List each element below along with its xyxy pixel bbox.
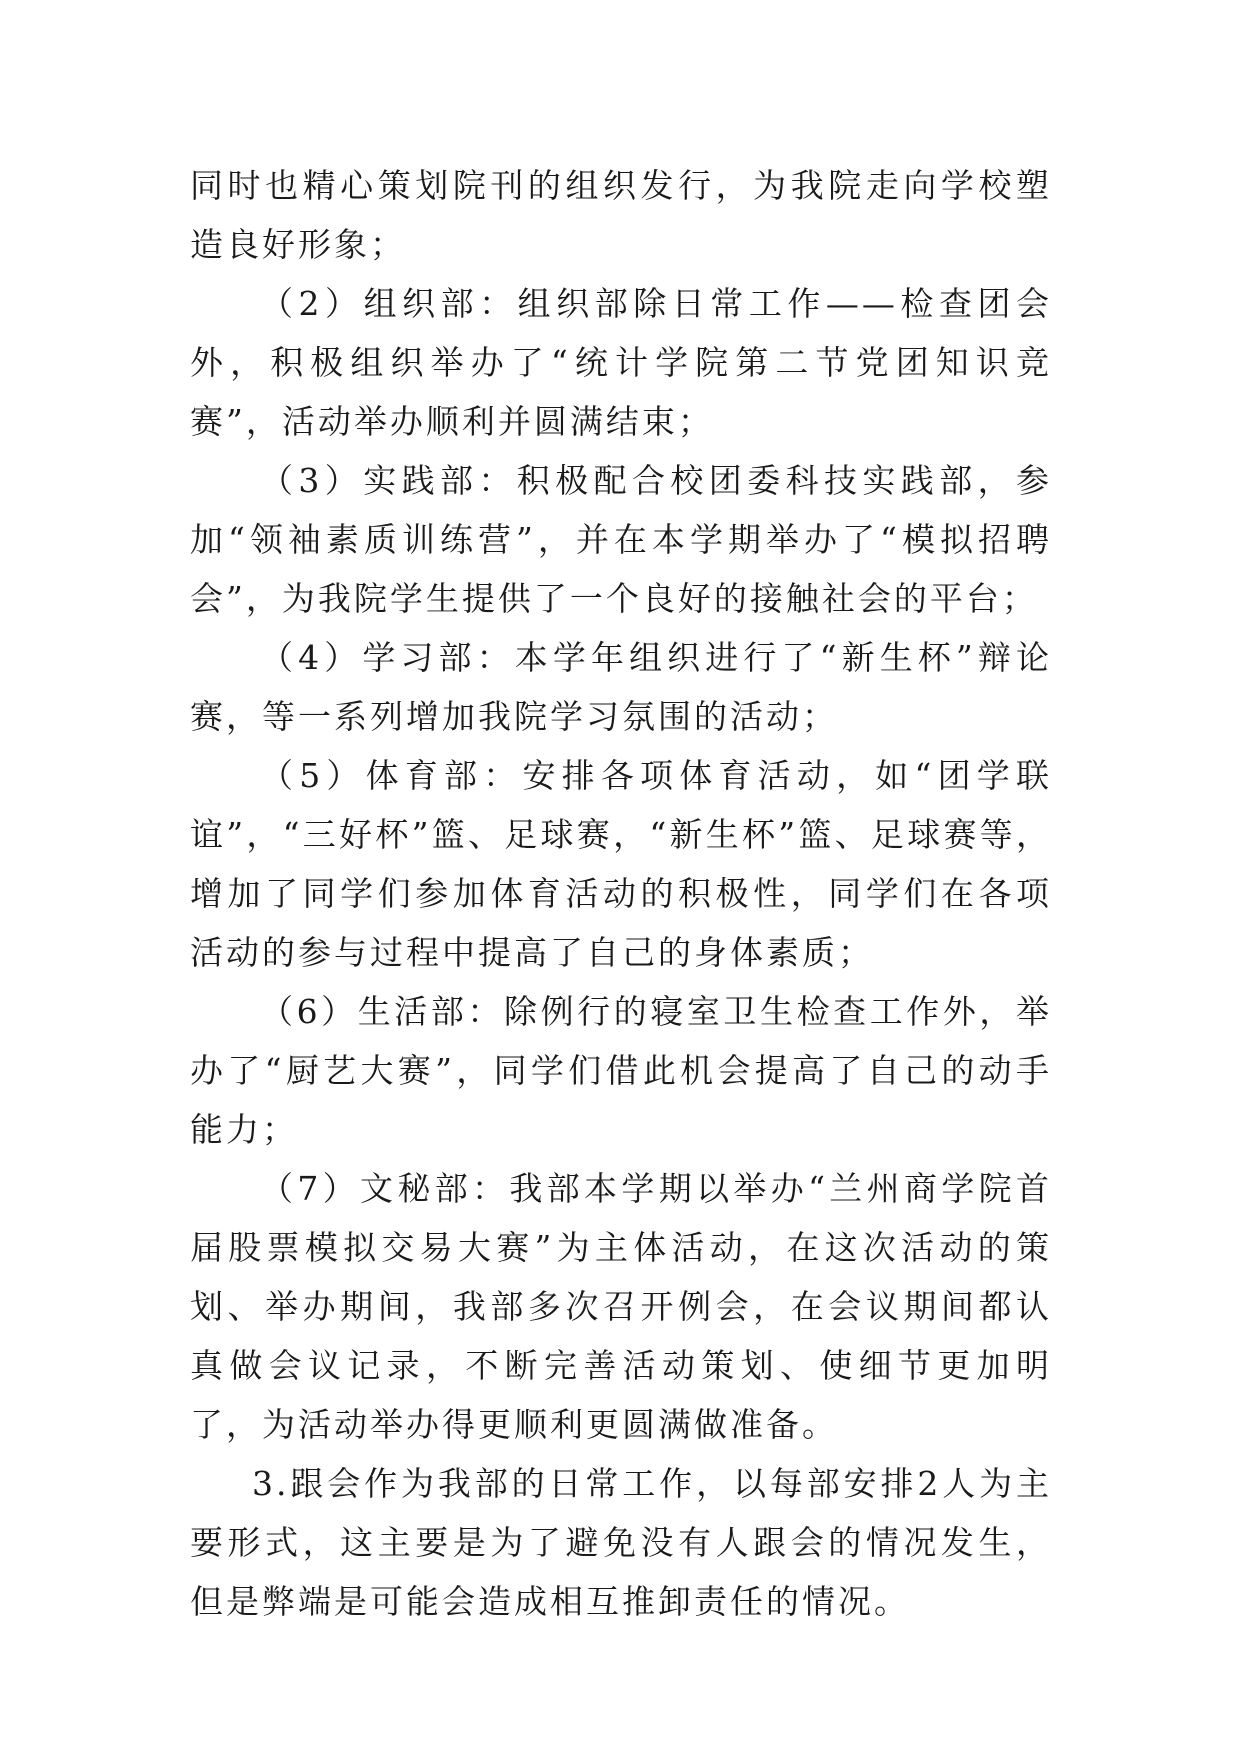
paragraph-secretary-dept: （7）文秘部：我部本学期以举办“兰州商学院首届股票模拟交易大赛”为主体活动，在这次活动的策划、举办期间，我部多次召开例会，在会议期间都认真做会议记录，不断完善活动策划、使细节更加明了，为活动举办得更顺利更圆满做准备。 [190,1169,1052,1444]
paragraph-continuation: 同时也精心策划院刊的组织发行，为我院走向学校塑造良好形象； [190,166,1052,264]
document-body [190,156,1052,1631]
paragraph-organization-dept: （2）组织部：组织部除日常工作——检查团会外，积极组织举办了“统计学院第二节党团知识竞赛”，活动举办顺利并圆满结束； [190,284,1052,441]
paragraph-life-dept: （6）生活部：除例行的寝室卫生检查工作外，举办了“厨艺大赛”，同学们借此机会提高了自己的动手能力； [190,992,1052,1149]
paragraph-study-dept: （4）学习部：本学年组织进行了“新生杯”辩论赛，等一系列增加我院学习氛围的活动； [190,638,1052,736]
paragraph-practice-dept: （3）实践部：积极配合校团委科技实践部，参加“领袖素质训练营”，并在本学期举办了“模拟招聘会”，为我院学生提供了一个良好的接触社会的平台； [190,461,1052,618]
paragraph-sports-dept: （5）体育部：安排各项体育活动，如“团学联谊”，“三好杯”篮、足球赛，“新生杯”篮、足球赛等，增加了同学们参加体育活动的积极性，同学们在各项活动的参与过程中提高了自己的身体素质； [190,756,1052,972]
paragraph-meeting-duty: 3.跟会作为我部的日常工作，以每部安排2人为主要形式，这主要是为了避免没有人跟会的情况发生，但是弊端是可能会造成相互推卸责任的情况。 [190,1464,1052,1621]
